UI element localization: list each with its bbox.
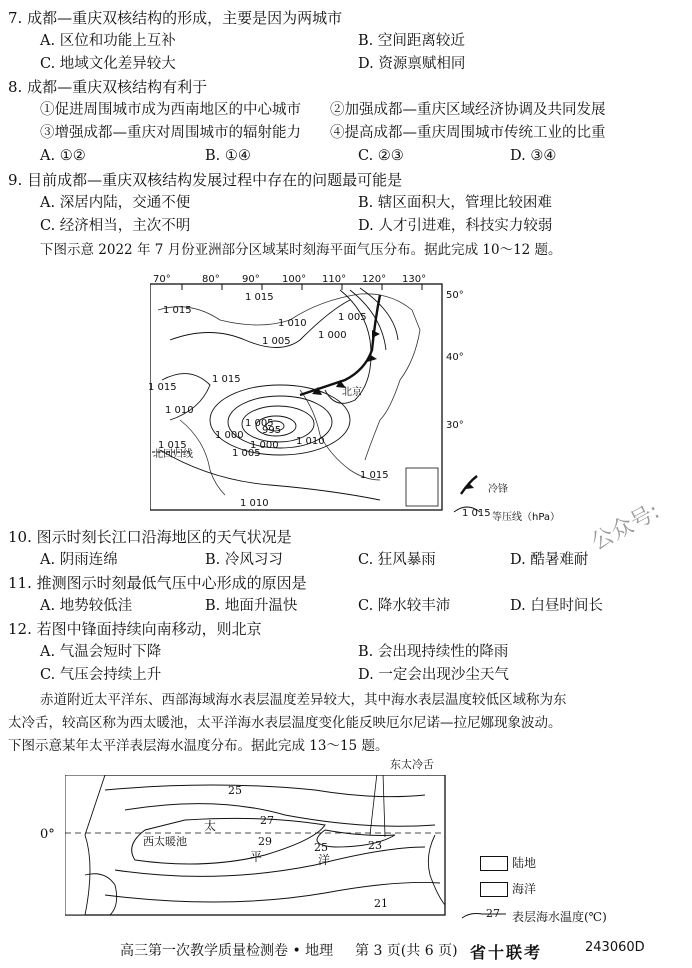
cold-front-legend-icon bbox=[455, 474, 485, 496]
watermark: 公众号: bbox=[587, 498, 664, 556]
q12-option-a: A. 气温会短时下降 bbox=[40, 644, 162, 660]
q8-stem: 8. 成都—重庆双核结构有利于 bbox=[8, 78, 208, 96]
isotherm-label: 25 bbox=[228, 784, 242, 797]
lat-30: 30° bbox=[446, 420, 464, 431]
place-tropic-line: 北回归线 bbox=[153, 449, 193, 460]
q7-option-b: B. 空间距离较近 bbox=[358, 33, 465, 49]
q11-option-c: C. 降水较丰沛 bbox=[358, 598, 451, 614]
lon-90: 90° bbox=[242, 274, 260, 285]
legend-isobar: 等压线（hPa） bbox=[492, 512, 561, 523]
isobar-low-center: 995 bbox=[262, 425, 282, 436]
label-ocean-char: 太 bbox=[204, 819, 217, 833]
q8-option-d: D. ③④ bbox=[510, 148, 557, 164]
isobar-label: 1 005 bbox=[232, 448, 261, 459]
legend-ocean: 海洋 bbox=[512, 882, 537, 896]
q10-option-d: D. 酷暑难耐 bbox=[510, 552, 589, 568]
footer-brand: 省十联考 bbox=[470, 943, 543, 962]
q7-option-c: C. 地域文化差异较大 bbox=[40, 56, 176, 72]
isobar-label: 1 005 bbox=[262, 336, 291, 347]
legend-ocean-swatch bbox=[480, 882, 508, 897]
legend-land-swatch bbox=[480, 856, 508, 871]
legend-isotherm: 表层海水温度(℃) bbox=[512, 910, 607, 924]
lat-40: 40° bbox=[446, 352, 464, 363]
footer-title: 高三第一次教学质量检测卷 • 地理 bbox=[120, 943, 334, 959]
footer-code: 243060D bbox=[585, 940, 645, 955]
q7-option-d: D. 资源禀赋相同 bbox=[358, 56, 466, 72]
isobar-label: 1 010 bbox=[296, 436, 325, 447]
label-equator: 0° bbox=[40, 827, 55, 842]
lon-110: 110° bbox=[322, 274, 347, 285]
intro-sst-line-1: 赤道附近太平洋东、西部海域海水表层温度差异较大，其中海水表层温度较低区域称为东 bbox=[40, 692, 567, 708]
q12-option-b: B. 会出现持续性的降雨 bbox=[358, 644, 509, 660]
q8-item-1: ①促进周围城市成为西南地区的中心城市 bbox=[40, 102, 301, 118]
q12-option-d: D. 一定会出现沙尘天气 bbox=[358, 667, 509, 683]
label-warm-pool: 西太暖池 bbox=[143, 835, 187, 848]
footer-page: 第 3 页(共 6 页) bbox=[355, 943, 458, 959]
legend-isotherm-value: 27 bbox=[486, 907, 500, 920]
q8-item-2: ②加强成都—重庆区域经济协调及共同发展 bbox=[330, 102, 606, 118]
lon-100: 100° bbox=[282, 274, 307, 285]
q7-stem: 7. 成都—重庆双核结构的形成，主要是因为两城市 bbox=[8, 9, 343, 27]
legend-land: 陆地 bbox=[512, 856, 537, 870]
q8-option-c: C. ②③ bbox=[358, 148, 404, 164]
lon-130: 130° bbox=[402, 274, 427, 285]
isotherm-label: 25 bbox=[314, 841, 328, 854]
q8-option-b: B. ①④ bbox=[205, 148, 251, 164]
isotherm-legend-icon bbox=[460, 904, 508, 922]
isotherm-label: 29 bbox=[258, 835, 272, 848]
isobar-label: 1 015 bbox=[148, 382, 177, 393]
q11-stem: 11. 推测图示时刻最低气压中心形成的原因是 bbox=[8, 574, 307, 592]
lon-70: 70° bbox=[153, 274, 171, 285]
q9-option-c: C. 经济相当，主次不明 bbox=[40, 218, 191, 234]
q10-option-c: C. 狂风暴雨 bbox=[358, 552, 436, 568]
q11-option-d: D. 白昼时间长 bbox=[510, 598, 603, 614]
place-beijing: 北京 bbox=[342, 387, 362, 398]
isobar-label: 1 005 bbox=[245, 418, 274, 429]
isobar-label: 1 000 bbox=[250, 440, 279, 451]
label-ocean-char: 平 bbox=[250, 850, 263, 864]
label-cold-tongue: 东太冷舌 bbox=[390, 758, 434, 771]
isobar-label: 1 010 bbox=[165, 405, 194, 416]
q10-option-a: A. 阴雨连绵 bbox=[40, 552, 118, 568]
q8-item-3: ③增强成都—重庆对周围城市的辐射能力 bbox=[40, 125, 301, 141]
isobar-label: 1 015 bbox=[212, 374, 241, 385]
q12-option-c: C. 气压会持续上升 bbox=[40, 667, 162, 683]
isobar-label: 1 005 bbox=[338, 312, 367, 323]
q11-option-a: A. 地势较低洼 bbox=[40, 598, 133, 614]
isobar-label: 1 015 bbox=[163, 305, 192, 316]
lon-80: 80° bbox=[202, 274, 220, 285]
q8-option-a: A. ①② bbox=[40, 148, 86, 164]
q7-option-a: A. 区位和功能上互补 bbox=[40, 33, 176, 49]
lon-120: 120° bbox=[362, 274, 387, 285]
legend-isobar-value: 1 015 bbox=[462, 508, 491, 519]
isotherm-label: 27 bbox=[260, 814, 274, 827]
isobar-label: 1 015 bbox=[158, 440, 187, 451]
intro-pressure-map: 下图示意 2022 年 7 月份亚洲部分区域某时刻海平面气压分布。据此完成 10～12 题。 bbox=[40, 242, 562, 258]
isobar-label: 1 015 bbox=[245, 292, 274, 303]
isobar-label: 1 010 bbox=[278, 318, 307, 329]
q9-option-a: A. 深居内陆，交通不便 bbox=[40, 195, 191, 211]
isobar-label: 1 015 bbox=[360, 470, 389, 481]
intro-sst-line-2: 太冷舌，较高区称为西太暖池，太平洋海水表层温度变化能反映厄尔尼诺—拉尼娜现象波动。 bbox=[8, 715, 562, 731]
label-ocean-char: 洋 bbox=[318, 853, 331, 867]
lat-50: 50° bbox=[446, 290, 464, 301]
q9-stem: 9. 目前成都—重庆双核结构发展过程中存在的问题最可能是 bbox=[8, 171, 403, 189]
legend-cold-front: 冷锋 bbox=[488, 484, 508, 495]
isobar-label: 1 000 bbox=[215, 430, 244, 441]
q9-option-b: B. 辖区面积大，管理比较困难 bbox=[358, 195, 552, 211]
intro-sst-line-3: 下图示意某年太平洋表层海水温度分布。据此完成 13～15 题。 bbox=[8, 738, 389, 754]
isotherm-label: 23 bbox=[368, 839, 382, 852]
q11-option-b: B. 地面升温快 bbox=[205, 598, 298, 614]
q8-item-4: ④提高成都—重庆周围城市传统工业的比重 bbox=[330, 125, 606, 141]
pressure-map bbox=[150, 270, 460, 520]
isobar-label: 1 000 bbox=[318, 330, 347, 341]
q10-option-b: B. 冷风习习 bbox=[205, 552, 283, 568]
q10-stem: 10. 图示时刻长江口沿海地区的天气状况是 bbox=[8, 528, 292, 546]
isotherm-label: 21 bbox=[374, 897, 388, 910]
isobar-label: 1 010 bbox=[240, 498, 269, 509]
q12-stem: 12. 若图中锋面持续向南移动，则北京 bbox=[8, 620, 262, 638]
q9-option-d: D. 人才引进难，科技实力较弱 bbox=[358, 218, 553, 234]
